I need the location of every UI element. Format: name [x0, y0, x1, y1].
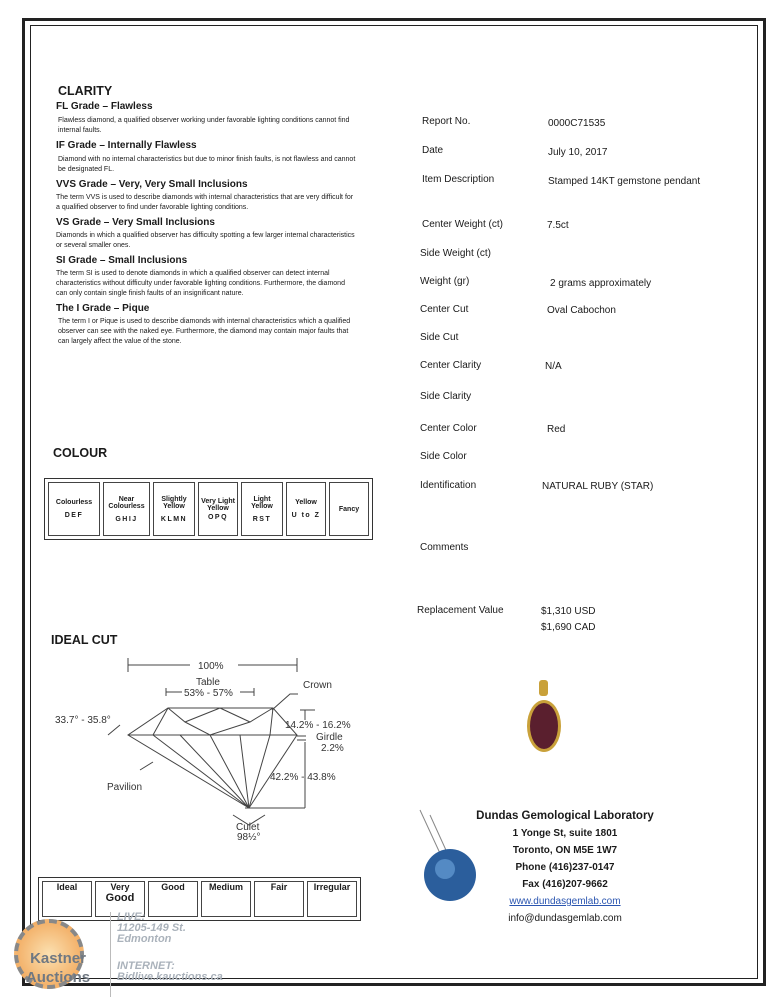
field-label: Weight (gr): [420, 276, 470, 287]
lab-website-link[interactable]: www.dundasgemlab.com: [509, 896, 621, 907]
colour-scale-table: [44, 478, 373, 540]
girdle-value: 2.2%: [321, 743, 344, 754]
field-label: Side Weight (ct): [420, 248, 491, 259]
cut-cell-medium: Medium: [201, 881, 251, 917]
identification: NATURAL RUBY (STAR): [542, 481, 654, 492]
field-label: Side Cut: [420, 332, 459, 343]
replacement-value-cad: $1,690 CAD: [541, 622, 596, 633]
lab-name: Dundas Gemological Laboratory: [476, 810, 654, 822]
center-color: Red: [547, 424, 566, 435]
colour-cell: Colourless DEF: [48, 482, 100, 536]
grade-text: The term SI is used to denote diamonds in which a qualified observer can detect internal characteristics without difficulty under favorable lighting conditions. Furthermore, the diamond can only contain single finish faults of an insignificant nature.: [56, 270, 345, 297]
colour-cell: Very Light Yellow OPQ: [198, 482, 238, 536]
grade-heading: The I Grade – Pique: [56, 303, 150, 314]
grade-heading: SI Grade – Small Inclusions: [56, 255, 188, 266]
colour-title: COLOUR: [53, 446, 108, 460]
colour-cell: Yellow U to Z: [286, 482, 326, 536]
grade-text: Diamond with no internal characteristics but due to minor finish faults, is not flawless and cannot be designated FL.: [58, 156, 356, 173]
grade-heading: FL Grade – Flawless: [56, 101, 153, 112]
ideal-cut-title: IDEAL CUT: [51, 633, 118, 647]
field-label: Report No.: [422, 116, 471, 127]
pavilion-label: Pavilion: [107, 782, 143, 793]
field-label: Side Clarity: [420, 391, 472, 402]
weight-grams: 2 grams approximately: [550, 278, 652, 289]
grade-text: Diamonds in which a qualified observer has difficulty spotting a few larger internal characteristics or several smaller ones.: [56, 232, 355, 249]
pavilion-depth-label: 42.2% - 43.8%: [270, 772, 336, 783]
field-label: Side Color: [420, 451, 467, 462]
grade-text: The term VVS is used to describe diamonds with internal characteristics that are very difficult for a qualified observer to find under favorable lighting conditions.: [56, 194, 354, 211]
selected-cut-grade: Good: [105, 892, 135, 904]
field-label: Center Color: [420, 423, 477, 434]
cut-cell-irregular: Irregular: [307, 881, 357, 917]
colour-cell: Slightly Yellow KLMN: [153, 482, 195, 536]
girdle-label: Girdle: [316, 732, 343, 743]
field-label: Center Weight (ct): [422, 219, 503, 230]
crown-label: Crown: [303, 680, 332, 691]
watermark-text: LIVE: 11205-149 St. Edmonton INTERNET: Bidlive.kauctions.ca: [117, 911, 223, 983]
grade-text: The term I or Pique is used to describe diamonds with internal characteristics which a qualified observer can see with the naked eye. Furthermore, the diamond may contain major faults that can largely affect the value of the stone.: [58, 318, 351, 345]
pendant-photo: [520, 678, 570, 773]
colour-cell: Fancy: [329, 482, 369, 536]
lab-phone: Phone (416)237-0147: [515, 862, 615, 873]
culet-angle-label: 98½°: [237, 832, 261, 840]
item-description: Stamped 14KT gemstone pendant: [548, 176, 701, 187]
field-label: Date: [422, 145, 444, 156]
field-label: Center Cut: [420, 304, 469, 315]
crown-angle-label: 33.7° - 35.8°: [55, 715, 111, 726]
cut-cell-ideal: Ideal: [42, 881, 92, 917]
table-label: Table: [196, 677, 220, 688]
diamond-cut-diagram: [40, 650, 370, 840]
field-label: Identification: [420, 480, 477, 491]
clarity-title: CLARITY: [58, 84, 113, 98]
culet-label: Culet: [236, 822, 260, 833]
center-cut: Oval Cabochon: [547, 305, 616, 316]
cut-cell-good: Good: [148, 881, 198, 917]
crown-height-label: 14.2% - 16.2%: [285, 720, 351, 731]
kastner-auctions-logo: [6, 915, 106, 995]
replacement-value-usd: $1,310 USD: [541, 606, 596, 617]
field-label: Item Description: [422, 174, 495, 185]
field-label: Comments: [420, 542, 469, 553]
colour-cell: Near Colourless GHIJ: [103, 482, 150, 536]
grade-heading: VVS Grade – Very, Very Small Inclusions: [56, 179, 248, 190]
table-range-label: 53% - 57%: [184, 688, 233, 699]
width-label: 100%: [198, 661, 224, 672]
lab-info: [455, 808, 675, 927]
logo-text: Kastner Auctions: [25, 950, 91, 986]
colour-cell: Light Yellow RST: [241, 482, 283, 536]
lab-address-1: 1 Yonge St, suite 1801: [512, 828, 618, 839]
lab-address-2: Toronto, ON M5E 1W7: [512, 845, 618, 856]
lab-email: info@dundasgemlab.com: [508, 913, 622, 924]
grade-text: Flawless diamond, a qualified observer working under favorable lighting conditions cannot find internal faults.: [58, 117, 350, 134]
lab-fax: Fax (416)207-9662: [522, 879, 608, 890]
report-date: July 10, 2017: [548, 147, 608, 158]
field-label: Replacement Value: [417, 605, 504, 616]
field-label: Center Clarity: [420, 360, 482, 371]
cut-cell-very-good: Very Good: [95, 881, 145, 917]
report-number: 0000C71535: [548, 118, 606, 129]
center-clarity: N/A: [545, 361, 562, 372]
grade-heading: IF Grade – Internally Flawless: [56, 140, 197, 151]
clarity-grades: [56, 101, 366, 351]
grade-heading: VS Grade – Very Small Inclusions: [56, 217, 215, 228]
center-weight: 7.5ct: [547, 220, 569, 231]
cut-cell-fair: Fair: [254, 881, 304, 917]
